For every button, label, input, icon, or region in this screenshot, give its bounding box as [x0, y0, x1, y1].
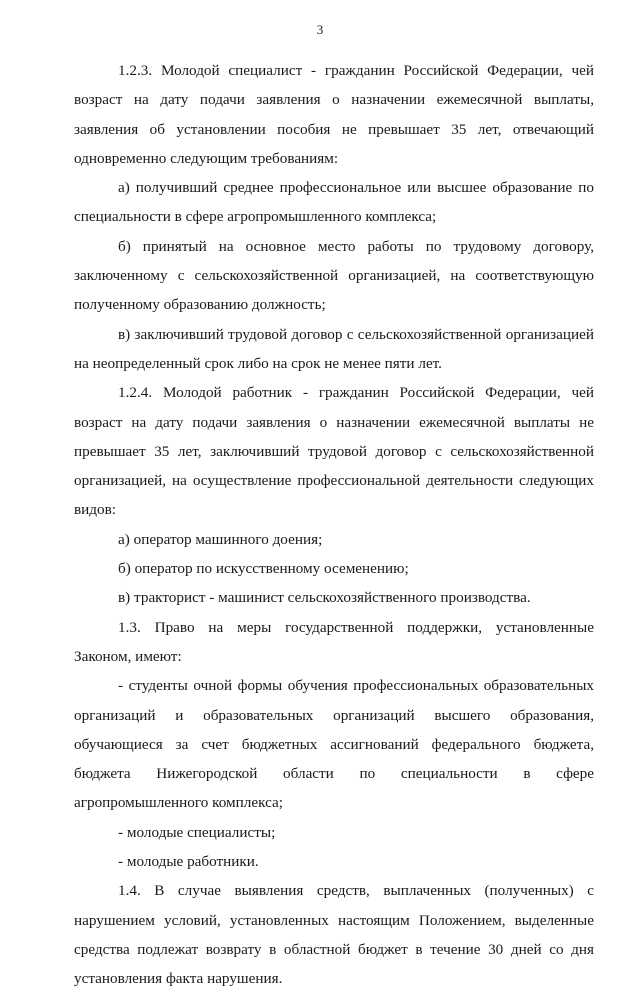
page-number: 3 — [316, 22, 324, 37]
paragraph-1-3: 1.3. Право на меры государственной поддержки, установленные Законом, имеют: — [74, 618, 594, 665]
paragraph-profession-c: в) тракторист - машинист сельскохозяйственного производства. — [118, 589, 531, 607]
paragraph-requirement-c: в) заключивший трудовой договор с сельскохозяйственной организацией на неопределенный срок либо на срок не менее пяти лет. — [74, 325, 594, 372]
paragraph-profession-b: б) оператор по искусственному осеменению; — [118, 560, 409, 578]
paragraph-1-2-3: 1.2.3. Молодой специалист - гражданин Российской Федерации, чей возраст на дату подачи заявления о назначении ежемесячной выплаты, заявления об установлении пособия не превышает 35 лет, отвечающий одновременно следующим требованиям: — [74, 62, 594, 167]
paragraph-requirement-a: а) получивший среднее профессиональное или высшее образование по специальности в сфере агропромышленного комплекса; — [74, 179, 594, 226]
paragraph-1-4: 1.4. В случае выявления средств, выплаченных (полученных) с нарушением условий, установленных настоящим Положением, выделенные средства подлежат возврату в областной бюджет в течение 30 дней со дня установления факта нарушения. — [74, 882, 594, 988]
paragraph-1-2-4: 1.2.4. Молодой работник - гражданин Российской Федерации, чей возраст на дату подачи заявления о назначении ежемесячной выплаты не превышает 35 лет, заключивший трудовой договор с сельскохозяйственной организацией, на осуществление профессиональной деятельности следующих видов: — [74, 384, 594, 519]
paragraph-young-specialists: - молодые специалисты; — [118, 823, 276, 841]
paragraph-young-workers: - молодые работники. — [118, 853, 259, 871]
paragraph-requirement-b: б) принятый на основное место работы по трудовому договору, заключенному с сельскохозяйственной организацией, на соответствующую полученному образованию должность; — [74, 237, 594, 314]
paragraph-students: - студенты очной формы обучения профессиональных образовательных организаций и образовательных организаций высшего образования, обучающиеся за счет бюджетных ассигнований федерального бюджета, бюджета Нижегородской области по специальности в сфере агропромышленного комплекса; — [74, 677, 594, 812]
document-body — [74, 56, 594, 994]
paragraph-profession-a: а) оператор машинного доения; — [118, 530, 323, 548]
